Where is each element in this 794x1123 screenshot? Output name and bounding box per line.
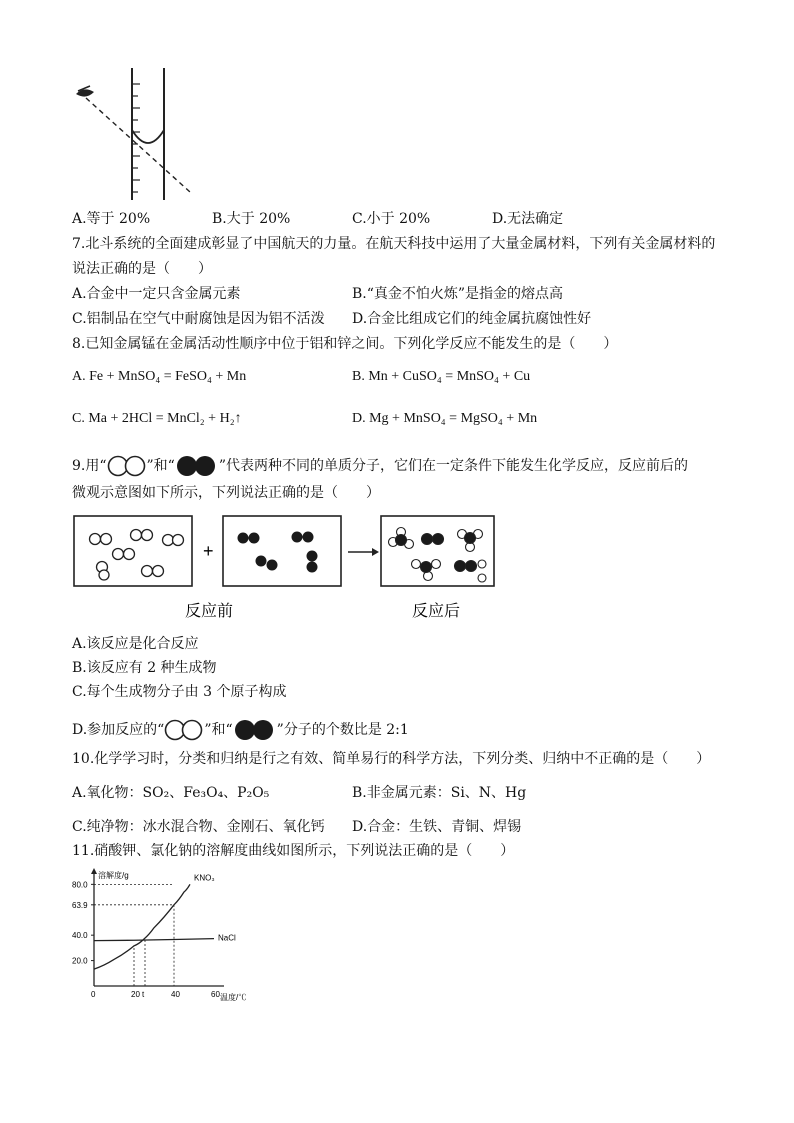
q8-option-b: B. Mn + CuSO₄ = MnSO₄ + Cu <box>352 369 531 384</box>
graduated-cylinder-figure <box>70 64 200 204</box>
x-tick-label: 20 <box>131 990 140 999</box>
series-line-kno3 <box>94 884 190 969</box>
q11-stem: 11.硝酸钾、氯化钠的溶解度曲线如图所示，下列说法正确的是（ ） <box>72 843 515 859</box>
q10-stem: 10.化学学习时，分类和归纳是行之有效、简单易行的科学方法，下列分类、归纳中不正确的是（ ） <box>72 751 711 767</box>
q9-option-d-mid: ”和“ <box>204 722 233 738</box>
eye-icon <box>76 86 94 97</box>
black-molecule-icon <box>175 455 219 477</box>
x-tick-label: t <box>142 990 145 999</box>
q9-option-d-post: ”分子的个数比是 2:1 <box>276 722 409 738</box>
x-tick-label: 60 <box>211 990 220 999</box>
x-tick-label: 40 <box>171 990 180 999</box>
q10-option-a: A.氧化物：SO₂、Fe₃O₄、P₂O₅ <box>72 785 270 801</box>
x-axis-label: 温度/℃ <box>220 993 247 1002</box>
q9-option-d-pre: D.参加反应的“ <box>72 722 165 738</box>
y-tick-label: 63.9 <box>72 900 88 910</box>
before-box-black <box>223 516 341 586</box>
q9-stem-line1 <box>72 454 688 478</box>
y-tick-label: 80.0 <box>72 880 88 890</box>
x-tick-label: 0 <box>91 990 96 999</box>
q9-option-a: A.该反应是化合反应 <box>72 636 199 652</box>
series-label-nacl: NaCl <box>218 933 236 943</box>
q6-option-d: D.无法确定 <box>492 211 564 227</box>
q9-option-c: C.每个生成物分子由 3 个原子构成 <box>72 684 287 700</box>
y-tick-label: 40.0 <box>72 931 88 941</box>
q6-option-a: A.等于 20% <box>72 211 151 227</box>
q7-option-d: D.合金比组成它们的纯金属抗腐蚀性好 <box>352 311 592 327</box>
label-after: 反应后 <box>412 601 461 620</box>
y-axis-arrow <box>91 868 97 874</box>
q7-stem-line1: 7.北斗系统的全面建成彰显了中国航天的力量。在航天科技中运用了大量金属材料，下列有关金属材料的 <box>72 236 716 252</box>
series-line-nacl <box>94 939 214 941</box>
q10-option-b: B.非金属元素：Si、N、Hg <box>352 785 527 801</box>
q8-option-c: C. Ma + 2HCl = MnCl₂ + H₂↑ <box>72 411 242 426</box>
q8-option-d: D. Mg + MnSO₄ = MgSO₄ + Mn <box>352 411 538 426</box>
white-molecule-icon <box>164 719 204 741</box>
y-tick-label: 20.0 <box>72 956 88 966</box>
solubility-chart <box>72 866 272 1006</box>
q10-option-c: C.纯净物：冰水混合物、金刚石、氧化钙 <box>72 819 325 835</box>
black-molecule-icon <box>233 719 277 741</box>
q8-option-a: A. Fe + MnSO₄ = FeSO₄ + Mn <box>72 369 247 384</box>
q7-stem-line2: 说法正确的是（ ） <box>72 261 212 277</box>
q9-stem-mid: ”和“ <box>146 458 175 474</box>
q9-option-b: B.该反应有 2 种生成物 <box>72 660 217 676</box>
white-molecule-icon <box>107 455 147 477</box>
q6-option-b: B.大于 20% <box>212 211 291 227</box>
q8-stem: 8.已知金属锰在金属活动性顺序中位于铝和锌之间。下列化学反应不能发生的是（ ） <box>72 336 618 352</box>
q10-option-d: D.合金：生铁、青铜、焊锡 <box>352 819 522 835</box>
q7-option-b: B.“真金不怕火炼”是指金的熔点高 <box>352 286 564 302</box>
q9-stem-line2: 微观示意图如下所示，下列说法正确的是（ ） <box>72 485 380 501</box>
q9-stem-post: ”代表两种不同的单质分子，它们在一定条件下能发生化学反应，反应前后的 <box>218 458 688 474</box>
series-label-kno3: KNO₃ <box>194 873 215 883</box>
q9-option-d <box>72 718 409 742</box>
y-axis-label: 溶解度/g <box>98 871 129 880</box>
reaction-diagram <box>72 512 496 624</box>
q7-option-a: A.合金中一定只含金属元素 <box>72 286 241 302</box>
q9-stem-pre: 9.用“ <box>72 458 107 474</box>
q7-option-c: C.铝制品在空气中耐腐蚀是因为铝不活泼 <box>72 311 325 327</box>
label-before: 反应前 <box>185 601 234 620</box>
after-box <box>381 516 494 586</box>
q6-option-c: C.小于 20% <box>352 211 431 227</box>
plus-sign: + <box>203 541 214 561</box>
